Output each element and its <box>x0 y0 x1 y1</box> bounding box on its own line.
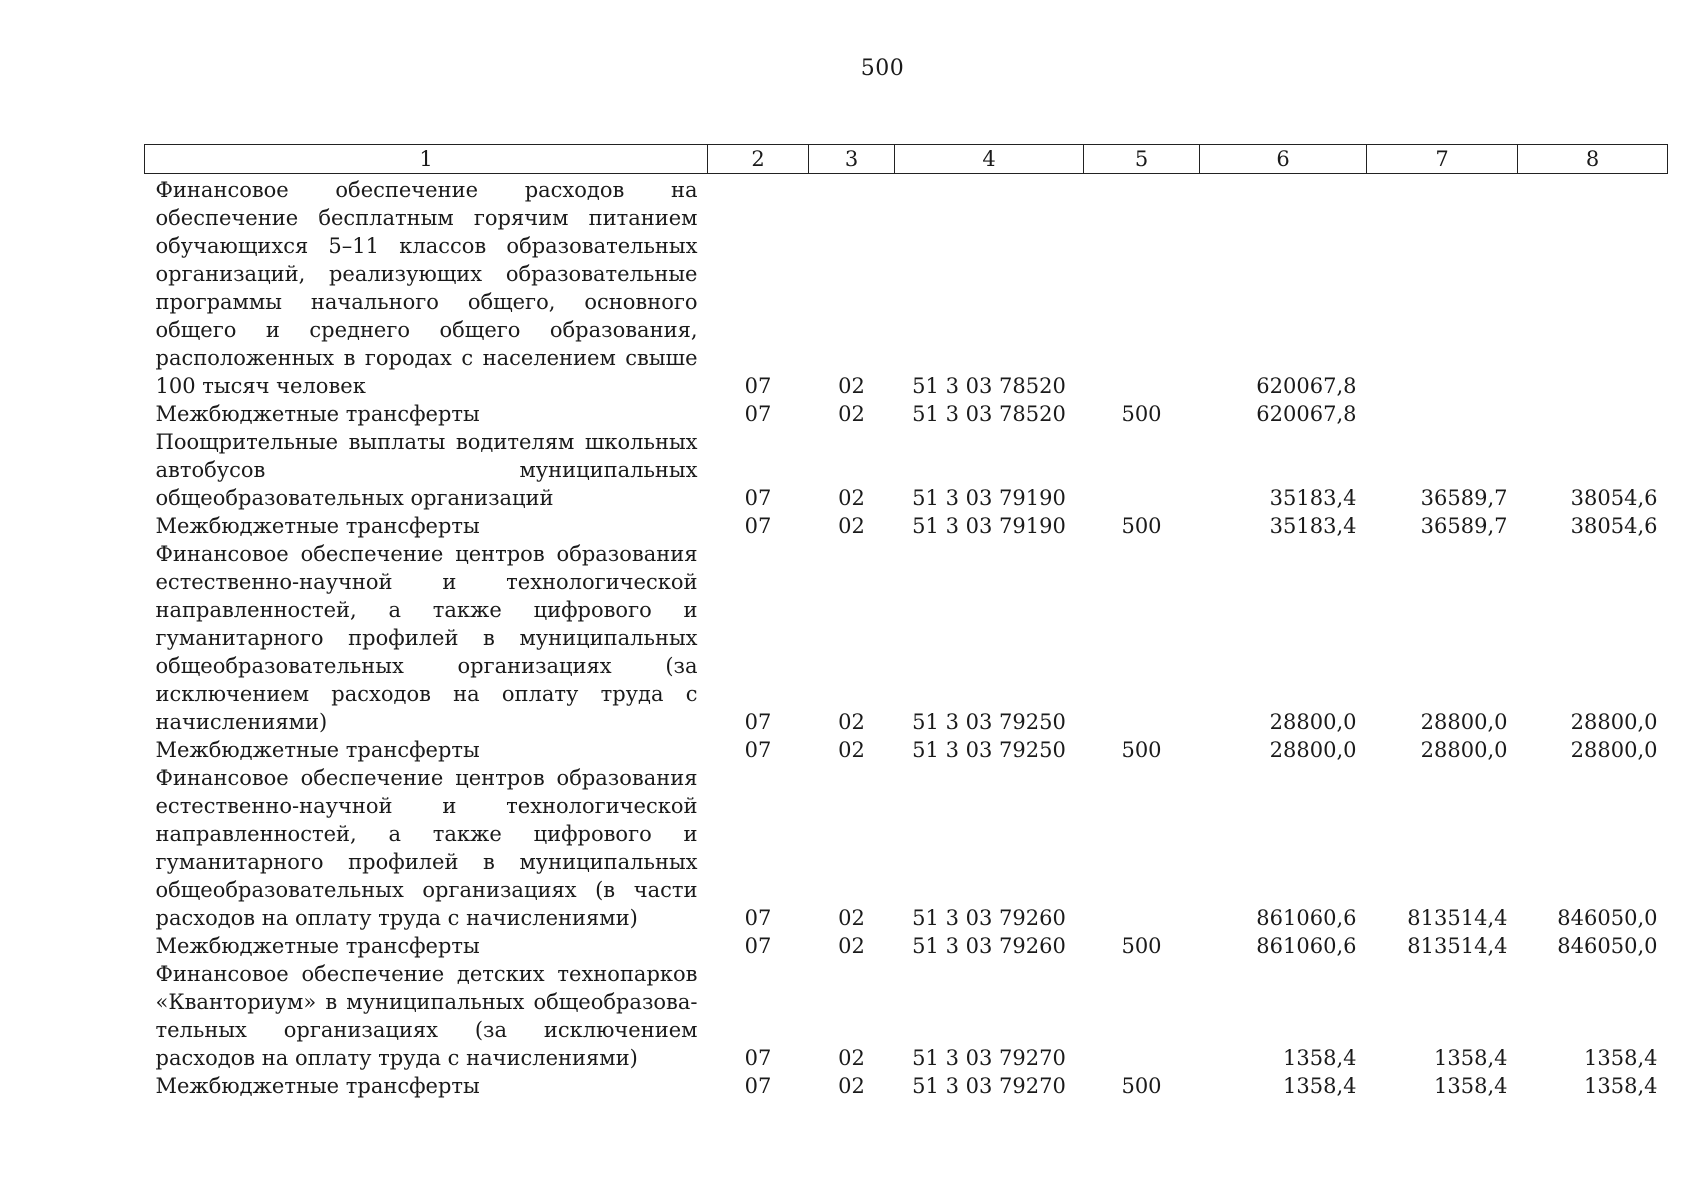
cell-target-code: 51 3 03 79260 <box>912 934 1066 958</box>
cell-amount-6: 861060,6 <box>1256 934 1357 958</box>
cell-amount-8: 28800,0 <box>1570 710 1658 734</box>
table-row <box>145 428 1668 512</box>
row-name: Межбюджетные трансферты <box>155 1074 480 1098</box>
cell-amount-8: 38054,6 <box>1570 486 1658 510</box>
cell-amount-6: 620067,8 <box>1256 374 1357 398</box>
cell-amount-7: 28800,0 <box>1420 738 1508 762</box>
header-col-7: 7 <box>1367 145 1518 174</box>
cell-target-code: 51 3 03 78520 <box>912 402 1066 426</box>
row-name: Финансовое обеспечение центров образования естественно-научной и технологической направленностей, а также цифрового и гуманитарного профилей в муниципальных общеобразовательных организациях (за исключением расходов на оплату труда с начислениями) <box>155 542 698 734</box>
cell-subsection: 02 <box>838 710 865 734</box>
cell-target-code: 51 3 03 79190 <box>912 514 1066 538</box>
cell-subsection: 02 <box>838 514 865 538</box>
table-row <box>145 736 1668 764</box>
cell-section: 07 <box>744 934 772 958</box>
header-col-4: 4 <box>895 145 1084 174</box>
cell-section: 07 <box>744 514 772 538</box>
cell-amount-7 <box>1367 400 1518 428</box>
cell-amount-8: 28800,0 <box>1570 738 1658 762</box>
cell-target-code: 51 3 03 79190 <box>912 486 1066 510</box>
cell-amount-8 <box>1518 400 1668 428</box>
cell-amount-8: 38054,6 <box>1570 514 1658 538</box>
cell-expense-type <box>1084 174 1200 401</box>
cell-expense-type <box>1084 960 1200 1072</box>
page-number: 500 <box>860 56 905 81</box>
cell-target-code: 51 3 03 79250 <box>912 710 1066 734</box>
row-name: Межбюджетные трансферты <box>155 934 480 958</box>
table-body <box>145 174 1668 1101</box>
cell-subsection: 02 <box>838 906 865 930</box>
cell-section: 07 <box>744 710 772 734</box>
row-name: Финансовое обеспечение центров образования естественно-научной и технологической направленностей, а также цифрового и гуманитарного профилей в муниципальных общеобразовательных организациях (в части расходов на оплату труда с начислениями) <box>155 766 698 930</box>
cell-expense-type: 500 <box>1121 514 1162 538</box>
cell-amount-7: 813514,4 <box>1407 934 1508 958</box>
cell-amount-6: 1358,4 <box>1283 1046 1357 1070</box>
cell-section: 07 <box>744 906 772 930</box>
cell-amount-6: 35183,4 <box>1269 514 1357 538</box>
cell-subsection: 02 <box>838 1074 865 1098</box>
table-row <box>145 174 1668 401</box>
cell-amount-7: 36589,7 <box>1420 514 1508 538</box>
header-col-6: 6 <box>1200 145 1367 174</box>
table-header <box>145 145 1668 174</box>
budget-table <box>144 144 1668 1100</box>
cell-amount-8: 846050,0 <box>1557 934 1658 958</box>
cell-amount-8: 846050,0 <box>1557 906 1658 930</box>
cell-expense-type: 500 <box>1121 934 1162 958</box>
cell-subsection: 02 <box>838 1046 865 1070</box>
cell-amount-7 <box>1367 174 1518 401</box>
cell-subsection: 02 <box>838 934 865 958</box>
cell-expense-type: 500 <box>1121 1074 1162 1098</box>
cell-expense-type: 500 <box>1121 738 1162 762</box>
cell-target-code: 51 3 03 79270 <box>912 1074 1066 1098</box>
cell-section: 07 <box>744 1046 772 1070</box>
cell-amount-7: 36589,7 <box>1420 486 1508 510</box>
header-col-3: 3 <box>809 145 895 174</box>
cell-target-code: 51 3 03 79250 <box>912 738 1066 762</box>
row-name: Межбюджетные трансферты <box>155 514 480 538</box>
cell-amount-7: 1358,4 <box>1434 1074 1508 1098</box>
cell-subsection: 02 <box>838 486 865 510</box>
header-col-8: 8 <box>1518 145 1668 174</box>
cell-expense-type <box>1084 540 1200 736</box>
cell-expense-type <box>1084 428 1200 512</box>
table-row <box>145 960 1668 1072</box>
cell-amount-6: 861060,6 <box>1256 906 1357 930</box>
cell-section: 07 <box>744 374 772 398</box>
cell-amount-8: 1358,4 <box>1584 1046 1658 1070</box>
cell-section: 07 <box>744 486 772 510</box>
cell-section: 07 <box>744 738 772 762</box>
cell-amount-7: 28800,0 <box>1420 710 1508 734</box>
cell-subsection: 02 <box>838 738 865 762</box>
cell-target-code: 51 3 03 79260 <box>912 906 1066 930</box>
cell-section: 07 <box>744 1074 772 1098</box>
cell-amount-6: 35183,4 <box>1269 486 1357 510</box>
cell-section: 07 <box>744 402 772 426</box>
row-name: Финансовое обеспечение расходов на обеспечение бесплатным горячим питанием обучающихся 5–11 классов образовательных организаций, реализующих образовательные программы начального общего, основного общего и среднего общего образования, расположенных в городах с населением свыше 100 тысяч человек <box>155 178 698 398</box>
row-name: Межбюджетные трансферты <box>155 738 480 762</box>
header-col-5: 5 <box>1084 145 1200 174</box>
cell-amount-7: 1358,4 <box>1434 1046 1508 1070</box>
cell-target-code: 51 3 03 79270 <box>912 1046 1066 1070</box>
cell-amount-8: 1358,4 <box>1584 1074 1658 1098</box>
cell-amount-6: 28800,0 <box>1269 738 1357 762</box>
cell-amount-6: 1358,4 <box>1283 1074 1357 1098</box>
cell-subsection: 02 <box>838 374 865 398</box>
table-row <box>145 932 1668 960</box>
header-col-2: 2 <box>708 145 809 174</box>
row-name: Финансовое обеспечение детских технопарков «Кванториум» в муниципальных общеобразовательных организациях (за исключением расходов на оплату труда с начислениями) <box>155 962 698 1070</box>
cell-amount-8 <box>1518 174 1668 401</box>
cell-target-code: 51 3 03 78520 <box>912 374 1066 398</box>
row-name: Межбюджетные трансферты <box>155 402 480 426</box>
cell-amount-7: 813514,4 <box>1407 906 1508 930</box>
table-row <box>145 1072 1668 1100</box>
header-col-1: 1 <box>145 145 708 174</box>
header-row <box>145 145 1668 174</box>
table-row <box>145 764 1668 932</box>
table-row <box>145 540 1668 736</box>
cell-subsection: 02 <box>838 402 865 426</box>
table-row <box>145 512 1668 540</box>
cell-amount-6: 620067,8 <box>1256 402 1357 426</box>
cell-expense-type: 500 <box>1121 402 1162 426</box>
table-row <box>145 400 1668 428</box>
cell-expense-type <box>1084 764 1200 932</box>
cell-amount-6: 28800,0 <box>1269 710 1357 734</box>
row-name: Поощрительные выплаты водителям школьных автобусов муниципальных общеобразовательных организаций <box>155 430 698 510</box>
